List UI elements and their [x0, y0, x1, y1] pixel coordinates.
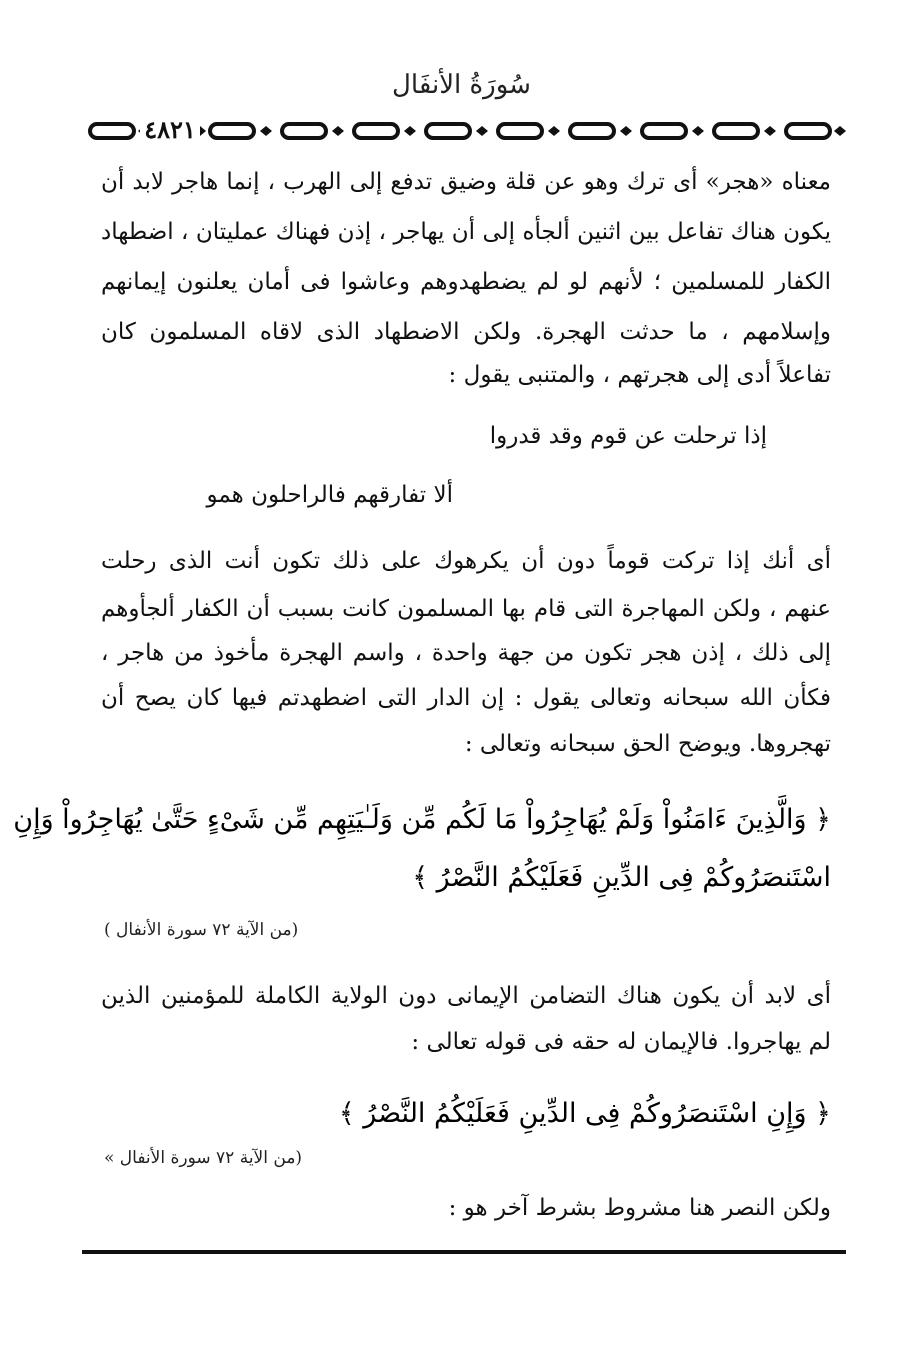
quran-verse-line: اسْتَنصَرُوكُمْ فِى الدِّينِ فَعَلَيْكُمُ النَّصْرُ ﴾ — [412, 862, 831, 893]
surah-title: سُورَةُ الأنفَال — [392, 70, 531, 100]
paragraph-line: معناه «هجر» أى ترك وهو عن قلة وضيق تدفع إلى الهرب ، إنما هاجر لابد أن — [101, 169, 831, 195]
verse-reference: (من الآية ٧٢ سورة الأنفال » — [104, 1148, 303, 1168]
poem-verse-second-hemistich: ألا تفارقهم فالراحلون همو — [206, 482, 453, 508]
paragraph-line: عنهم ، ولكن المهاجرة التى قام بها المسلمون كانت بسبب أن الكفار ألجأوهم — [101, 596, 831, 622]
paragraph-line: تهجروها. ويوضح الحق سبحانه وتعالى : — [464, 731, 831, 757]
paragraph-line: الكفار للمسلمين ؛ لأنهم لو لم يضطهدوهم وعاشوا فى أمان يعلنون إيمانهم — [101, 269, 831, 295]
paragraph-line: يكون هناك تفاعل بين اثنين ألجأه إلى أن يهاجر ، إذن فهناك عمليتان ، اضطهاد — [101, 219, 831, 245]
ornamental-chain-border — [88, 118, 848, 144]
verse-reference: (من الآية ٧٢ سورة الأنفال ) — [104, 920, 299, 940]
paragraph-line: أى لابد أن يكون هناك التضامن الإيمانى دون الولاية الكاملة للمؤمنين الذين — [101, 983, 831, 1009]
quran-verse-line: ﴿ وَالَّذِينَ ءَامَنُواْ وَلَمْ يُهَاجِرُواْ مَا لَكُم مِّن وَلَـٰيَتِهِم مِّن شَىْءٍ حَتَّىٰ يُهَاجِرُواْ وَإِنِ — [13, 804, 831, 835]
paragraph-line: إلى ذلك ، إذن هجر تكون من جهة واحدة ، واسم الهجرة مأخوذ من هاجر ، — [101, 640, 831, 666]
paragraph-line: تفاعلاً أدى إلى هجرتهم ، والمتنبى يقول : — [448, 362, 831, 388]
paragraph-line: وإسلامهم ، ما حدثت الهجرة. ولكن الاضطهاد الذى لاقاه المسلمون كان — [101, 319, 831, 345]
paragraph-line: أى أنك إذا تركت قوماً دون أن يكرهوك على ذلك تكون أنت الذى رحلت — [101, 548, 831, 574]
paragraph-line: ولكن النصر هنا مشروط بشرط آخر هو : — [448, 1195, 831, 1221]
page-number: ٤٨٢١ — [140, 116, 200, 144]
paragraph-line: لم يهاجروا. فالإيمان له حقه فى قوله تعالى : — [411, 1029, 831, 1055]
paragraph-line: فكأن الله سبحانه وتعالى يقول : إن الدار التى اضطهدتم فيها كان يصح أن — [101, 685, 831, 711]
bottom-rule — [82, 1250, 846, 1254]
quran-verse-line: ﴿ وَإِنِ اسْتَنصَرُوكُمْ فِى الدِّينِ فَعَلَيْكُمُ النَّصْرُ ﴾ — [338, 1098, 831, 1129]
poem-verse-first-hemistich: إذا ترحلت عن قوم وقد قدروا — [489, 423, 767, 449]
